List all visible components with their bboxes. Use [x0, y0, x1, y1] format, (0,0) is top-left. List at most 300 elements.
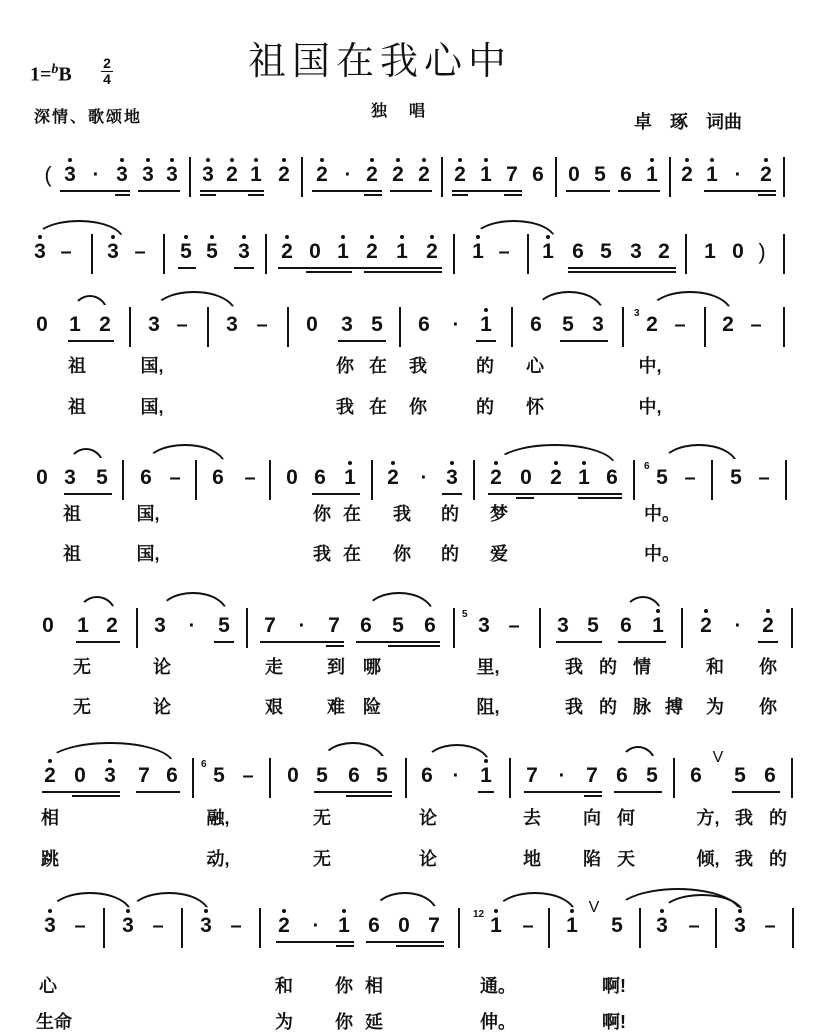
barline: [673, 758, 675, 798]
note: 2: [762, 606, 774, 646]
barline: [129, 307, 131, 347]
note-slot: [732, 232, 744, 272]
octave-dot: [242, 235, 246, 239]
octave-dot: [282, 909, 286, 913]
note: 7: [586, 764, 598, 787]
beam-underline: [732, 791, 780, 793]
barline: [783, 234, 785, 274]
beam-underline: [452, 194, 468, 196]
lyric-syllable: 我: [336, 397, 354, 417]
note: 6: [764, 764, 776, 787]
note-slot: [202, 155, 214, 195]
sustain-dash: –: [684, 467, 696, 489]
note: 5: [376, 764, 388, 787]
note-slot: [337, 232, 349, 272]
octave-dot: [396, 158, 400, 162]
slur-arc: [68, 448, 104, 466]
author-role: 词曲: [706, 112, 742, 132]
note-slot: [338, 906, 350, 946]
note: 1: [704, 240, 716, 263]
beam-underline: [214, 641, 234, 643]
note-slot: [758, 458, 769, 498]
sustain-dash: –: [508, 615, 520, 637]
note-slot: [213, 756, 225, 796]
barline: [639, 908, 641, 948]
note-slot: [704, 232, 716, 272]
note: 0: [74, 764, 86, 787]
lyric-syllable: 的: [441, 544, 459, 564]
augmentation-dot: ·: [558, 765, 566, 787]
augmentation-dot: ·: [452, 765, 460, 787]
staff-line: [0, 305, 819, 345]
note: 6: [166, 764, 178, 787]
author-name-1: 卓: [634, 112, 652, 132]
note: 3: [446, 458, 458, 498]
lyric-syllable: 在: [343, 504, 361, 524]
barline: [269, 460, 271, 500]
note: 1: [646, 155, 658, 195]
octave-dot: [120, 158, 124, 162]
octave-dot: [68, 158, 72, 162]
beam-underline: [618, 190, 660, 192]
lyric-syllable: 你: [335, 976, 353, 996]
beam-underline: [584, 795, 602, 797]
sustain-dash: –: [764, 915, 776, 937]
note: 3: [656, 906, 668, 946]
note: 6: [620, 614, 632, 637]
note: 2: [658, 240, 670, 263]
barline: [441, 157, 443, 197]
augmentation-dot: ·: [188, 615, 196, 637]
lyric-syllable: 难: [327, 697, 345, 717]
note: 3: [166, 155, 178, 195]
note: 3: [592, 313, 604, 336]
note-slot: [392, 155, 404, 195]
barline: [453, 608, 455, 648]
note-slot: [706, 155, 718, 195]
note: 3: [44, 906, 56, 946]
note-slot: [366, 232, 378, 272]
note-slot: [238, 232, 250, 272]
lyric-syllable: 无: [73, 657, 91, 677]
lyric-syllable: 在: [343, 544, 361, 564]
lyric-syllable: 在: [369, 397, 387, 417]
note: 2: [426, 232, 438, 272]
note-slot: [453, 305, 460, 345]
note-slot: [630, 232, 642, 272]
staff-line: [0, 232, 819, 272]
lyric-syllable: 搏: [665, 697, 683, 717]
note: 2: [106, 614, 118, 637]
note: 3: [226, 313, 238, 336]
note: 6: [690, 764, 702, 787]
beam-underline: [312, 493, 360, 495]
barline: [259, 908, 261, 948]
note-slot: [142, 155, 154, 195]
note-slot: [690, 756, 702, 796]
augmentation-dot: ·: [92, 164, 100, 186]
note-slot: [454, 155, 466, 195]
note-slot: [764, 756, 776, 796]
octave-dot: [341, 235, 345, 239]
beam-underline: [396, 945, 444, 947]
lyric-line: [0, 540, 819, 564]
slur-arc: [72, 295, 108, 313]
beam-underline: [556, 641, 602, 643]
note: 3: [148, 313, 160, 336]
grace-note: 12: [473, 909, 485, 920]
time-signature: [101, 57, 113, 86]
lyric-syllable: 我: [565, 657, 583, 677]
barline: [399, 307, 401, 347]
lyric-syllable: 你: [759, 697, 777, 717]
barline: [548, 908, 550, 948]
beam-underline: [566, 190, 610, 192]
lyric-syllable: 心: [526, 356, 544, 376]
note: 5: [611, 914, 623, 937]
lyric-syllable: 无: [313, 808, 331, 828]
author-name-2: 琢: [670, 112, 688, 132]
note: 0: [36, 466, 48, 489]
note: 2: [44, 756, 56, 796]
note: 1: [542, 232, 554, 272]
octave-dot: [254, 158, 258, 162]
augmentation-dot: ·: [734, 615, 742, 637]
beam-underline: [314, 791, 392, 793]
note-slot: [480, 305, 492, 345]
slur-arc: [48, 892, 132, 914]
beam-underline: [64, 493, 112, 495]
note-slot: [760, 155, 772, 195]
note-slot: [206, 232, 218, 272]
note: 3: [107, 232, 119, 272]
key-signature: [30, 62, 72, 87]
note: 7: [264, 614, 276, 637]
barline: [189, 157, 191, 197]
beam-underline: [234, 267, 254, 269]
note-slot: [762, 606, 774, 646]
beam-underline: [72, 795, 120, 797]
lyric-syllable: 伸。: [480, 1012, 516, 1032]
beam-underline: [478, 791, 494, 793]
note-slot: [572, 232, 584, 272]
note: 5: [392, 614, 404, 637]
octave-dot: [450, 461, 454, 465]
note: 0: [287, 764, 299, 787]
note: 7: [506, 163, 518, 186]
note-slot: [600, 232, 612, 272]
barline: [192, 758, 194, 798]
lyric-syllable: 陷: [583, 849, 601, 869]
barline: [301, 157, 303, 197]
octave-dot: [320, 158, 324, 162]
note: 6: [572, 240, 584, 263]
lyric-syllable: 相: [365, 976, 383, 996]
octave-dot: [184, 235, 188, 239]
lyric-syllable: 倾,: [696, 849, 720, 869]
sustain-dash: –: [176, 314, 188, 336]
note: 1: [472, 232, 484, 272]
note-slot: [281, 232, 293, 272]
note: 5: [218, 614, 230, 637]
note-slot: [508, 606, 519, 646]
barline: [791, 758, 793, 798]
beam-underline: [504, 194, 522, 196]
note-slot: [532, 155, 544, 195]
note: 5: [180, 232, 192, 272]
note: 3: [734, 906, 746, 946]
note: 3: [64, 155, 76, 195]
note: 3: [557, 614, 569, 637]
barline: [181, 908, 183, 948]
note-slot: [421, 458, 428, 498]
note: 2: [387, 458, 399, 498]
augmentation-dot: ·: [344, 164, 352, 186]
note: 6: [421, 764, 433, 787]
note: 5: [371, 313, 383, 336]
note-slot: [526, 756, 538, 796]
lyric-syllable: 中。: [644, 504, 680, 524]
beam-underline: [614, 791, 662, 793]
note-slot: [278, 906, 290, 946]
lyric-syllable: 你: [335, 1012, 353, 1032]
note: 0: [286, 466, 298, 489]
note: 5: [562, 313, 574, 336]
lyric-syllable: 我: [735, 808, 753, 828]
note: 3: [142, 155, 154, 195]
note-slot: [287, 756, 299, 796]
note-slot: [587, 606, 599, 646]
lyric-syllable: 的: [476, 356, 494, 376]
barline: [265, 234, 267, 274]
lyric-syllable: 的: [599, 657, 617, 677]
beam-underline: [704, 190, 776, 192]
lyric-syllable: 为: [706, 697, 724, 717]
sustain-dash: –: [674, 314, 686, 336]
lyric-syllable: 在: [369, 356, 387, 376]
beam-underline: [516, 497, 534, 499]
lyric-syllable: 脉: [633, 697, 651, 717]
note-slot: [244, 458, 255, 498]
note-slot: [328, 606, 340, 646]
beam-underline: [364, 194, 382, 196]
lyric-syllable: 怀: [526, 397, 544, 417]
lyric-syllable: 的: [476, 397, 494, 417]
note: 1: [490, 906, 502, 946]
note: 3: [154, 614, 166, 637]
note: 2: [454, 155, 466, 195]
sustain-dash: –: [256, 314, 268, 336]
note: 1: [69, 313, 81, 336]
lyric-syllable: 论: [153, 657, 171, 677]
beam-underline: [356, 641, 440, 643]
note-slot: [658, 232, 670, 272]
note-slot: [64, 155, 76, 195]
lyric-syllable: 中。: [644, 544, 680, 564]
beam-underline: [442, 493, 462, 495]
octave-dot: [282, 158, 286, 162]
note: 6: [616, 764, 628, 787]
performance-mode: 独唱: [371, 103, 448, 120]
lyric-syllable: 情: [633, 657, 651, 677]
note: 0: [568, 163, 580, 186]
lyric-syllable: 和: [275, 976, 293, 996]
lyric-syllable: 心: [39, 976, 57, 996]
octave-dot: [348, 461, 352, 465]
note-slot: [446, 458, 458, 498]
note: 2: [550, 458, 562, 498]
lyric-syllable: 生命: [36, 1012, 72, 1032]
note: 6: [348, 764, 360, 787]
octave-dot: [206, 158, 210, 162]
note-slot: [764, 906, 775, 946]
lyric-syllable: 我: [409, 356, 427, 376]
slur-arc: [620, 746, 656, 764]
octave-dot: [430, 235, 434, 239]
augmentation-dot: ·: [734, 164, 742, 186]
beam-underline: [68, 340, 114, 342]
song-title: 祖国在我心中: [248, 39, 513, 83]
note: 5: [206, 232, 218, 272]
note: 1: [77, 614, 89, 637]
note-slot: [306, 305, 318, 345]
note-slot: [426, 232, 438, 272]
lyric-syllable: 向: [583, 808, 601, 828]
note: 5: [646, 764, 658, 787]
note-slot: [700, 606, 712, 646]
note: 0: [520, 466, 532, 489]
slur-arc: [534, 291, 604, 313]
lyric-syllable: 论: [153, 697, 171, 717]
lyric-syllable: 天: [617, 849, 635, 869]
slur-arc: [152, 291, 236, 313]
lyric-syllable: 去: [523, 808, 541, 828]
beam-underline: [138, 190, 180, 192]
lyric-syllable: 和: [706, 657, 724, 677]
barline: [785, 460, 787, 500]
lyric-line: [0, 393, 819, 417]
barline: [136, 608, 138, 648]
note: 3: [34, 232, 46, 272]
note: 2: [278, 155, 290, 195]
beam-underline: [568, 271, 676, 273]
lyric-syllable: 中,: [638, 397, 662, 417]
note: 0: [36, 313, 48, 336]
note: 3: [200, 906, 212, 946]
note: 0: [309, 240, 321, 263]
lyric-syllable: 国,: [136, 544, 160, 564]
barline: [509, 758, 511, 798]
beam-underline: [758, 641, 778, 643]
note: 5: [316, 764, 328, 787]
octave-dot: [370, 158, 374, 162]
beam-underline: [578, 497, 622, 499]
note: 5: [594, 163, 606, 186]
beam-underline: [326, 645, 344, 647]
note: 7: [428, 914, 440, 937]
barline: [511, 307, 513, 347]
note: 6: [360, 614, 372, 637]
breath-mark: V: [712, 749, 724, 766]
note-slot: [366, 155, 378, 195]
beam-underline: [476, 340, 496, 342]
sustain-dash: –: [750, 314, 762, 336]
octave-dot: [766, 609, 770, 613]
lyric-syllable: 我: [313, 544, 331, 564]
barline: [371, 460, 373, 500]
intro-parenthesis: (: [44, 162, 52, 187]
barline: [633, 460, 635, 500]
note-slot: [230, 906, 241, 946]
note-slot: [568, 155, 580, 195]
staff-line: [0, 458, 819, 498]
note: 1: [652, 606, 664, 646]
barline: [783, 307, 785, 347]
note-slot: [341, 305, 353, 345]
sustain-dash: –: [74, 915, 86, 937]
note: 5: [213, 764, 225, 787]
slur-arc: [158, 592, 228, 614]
slur-arc: [46, 742, 174, 764]
beam-underline: [200, 190, 264, 192]
note: 5: [730, 466, 742, 489]
barline: [685, 234, 687, 274]
note-slot: [735, 606, 742, 646]
note: 5: [587, 614, 599, 637]
note: 6: [620, 163, 632, 186]
note: 2: [99, 313, 111, 336]
note-slot: [242, 756, 253, 796]
augmentation-dot: ·: [298, 615, 306, 637]
octave-dot: [285, 235, 289, 239]
beam-underline: [248, 194, 264, 196]
note: 2: [281, 232, 293, 272]
beam-underline: [276, 941, 354, 943]
slur-arc: [494, 892, 576, 914]
barline: [458, 908, 460, 948]
note-slot: [646, 155, 658, 195]
note: 2: [316, 155, 328, 195]
note-slot: [371, 305, 383, 345]
augmentation-dot: ·: [312, 915, 320, 937]
note: 3: [202, 155, 214, 195]
note: 3: [630, 240, 642, 263]
octave-dot: [685, 158, 689, 162]
note-slot: [36, 305, 48, 345]
note: 2: [722, 313, 734, 336]
breath-mark: V: [588, 899, 600, 916]
octave-dot: [400, 235, 404, 239]
sustain-dash: –: [242, 765, 254, 787]
lyric-syllable: 我: [393, 504, 411, 524]
note-slot: [134, 232, 145, 272]
lyric-line: [0, 804, 819, 828]
lyric-line: [0, 845, 819, 869]
barline: [246, 608, 248, 648]
beam-underline: [390, 190, 432, 192]
slur-arc: [364, 592, 434, 614]
note-slot: [250, 155, 262, 195]
octave-dot: [370, 235, 374, 239]
beam-underline: [568, 267, 676, 269]
octave-dot: [230, 158, 234, 162]
barline: [473, 460, 475, 500]
beam-underline: [60, 190, 130, 192]
octave-dot: [484, 158, 488, 162]
slur-arc: [472, 220, 556, 240]
lyric-syllable: 你: [409, 397, 427, 417]
note: 1: [706, 155, 718, 195]
